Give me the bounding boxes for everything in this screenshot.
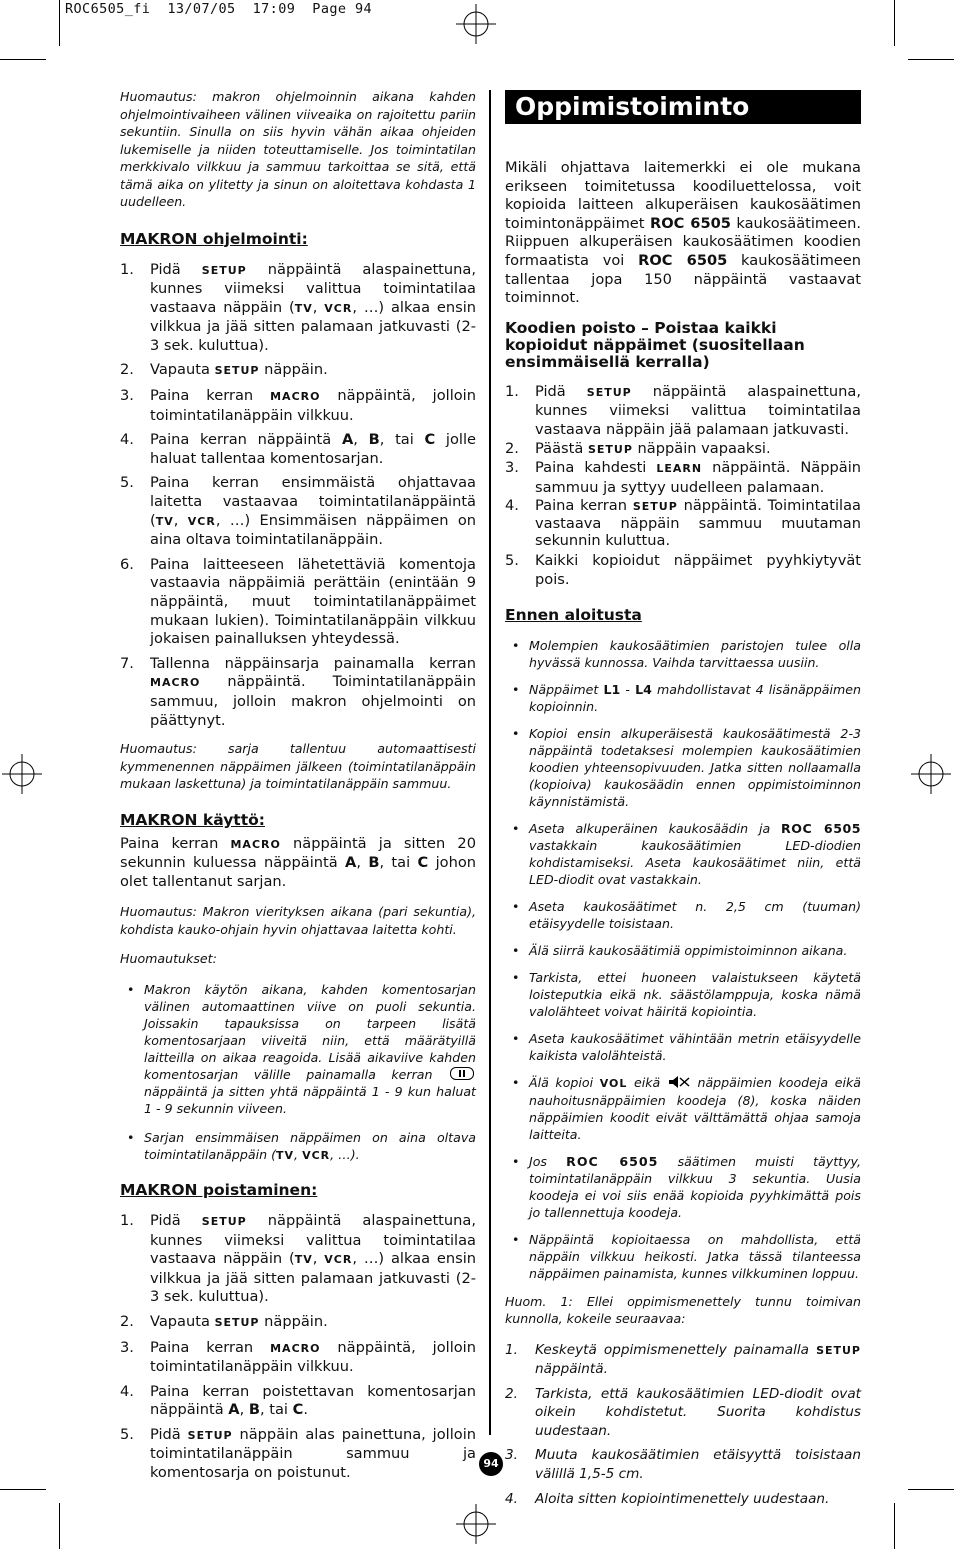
list-item: • Älä siirrä kaukosäätimiä oppimistoiminnon aikana. [505,942,861,959]
list-item: 1. Pidä SETUP näppäintä alaspainettuna, kunnes viimeksi valittua toimintatilaa vastaava näppäin (TV, VCR, …) alkaa ensin vilkkua ja jää sitten palamaan jatkuvasti (2-3 sek. kuluttua). [120,260,477,354]
section-heading-before-start: Ennen aloitusta [505,605,642,624]
left-column [120,88,476,1483]
section-heading-macro-programming: MAKRON ohjelmointi: [120,229,308,248]
list-item: • Molempien kaukosäätimien paristojen tulee olla hyvässä kunnossa. Vaihda tarvittaessa uusiin. [505,637,861,671]
print-header: ROC6505_fi 13/07/05 17:09 Page 94 [65,1,372,17]
macro-use-bullets [120,981,476,1164]
before-start-bullets [505,637,861,1282]
list-item: • Jos ROC 6505 säätimen muisti täyttyy, toimintatilanäppäin vilkkuu 3 sekuntia. Uusia koodeja ei voi siis enää kopioida pyyhkimättä pois jo tallennettuja koodeja. [505,1153,861,1221]
list-item: • Älä kopioi VOL eikä näppäimien koodeja eikä nauhoitusnäppäimien koodeja (8), koska näiden näppäimien koodit eivät välttämättä ohjaa samoja laitteita. [505,1074,861,1143]
list-item: 3. Paina kerran MACRO näppäintä, jolloin toimintatilanäppäin vilkkuu. [120,387,476,424]
list-item: 1. Pidä SETUP näppäintä alaspainettuna, kunnes viimeksi valittua toimintatilaa vastaava näppäin jää palamaan jatkuvasti. [505,382,861,438]
list-item: 2. Tarkista, että kaukosäätimien LED-diodit ovat oikein kohdistetut. Suorita kohdistus uudestaan. [505,1385,861,1439]
list-item: 1. Keskeytä oppimismenettely painamalla SETUP näppäintä. [505,1341,861,1378]
macro-delete-steps [120,1212,476,1483]
list-item: 4. Paina kerran SETUP näppäintä. Toimintatilaa vastaava näppäin sammuu muutaman sekunnin kuluttua. [505,497,861,550]
list-item: • Näppäimet L1 - L4 mahdollistavat 4 lisänäppäimen kopioinnin. [505,681,861,715]
macro-programming-note: Huomautus: sarja tallentuu automaattisesti kymmenennen näppäimen jälkeen (toimintatilanäppäin mukaan laskettuna) ja toimintatilanäppäin sammuu. [120,741,476,792]
crop-mark-br-h [908,1489,954,1490]
list-item: • Sarjan ensimmäisen näppäimen on aina oltava toimintatilanäppäin (TV, VCR, …). [120,1129,476,1164]
section-heading-macro-delete: MAKRON poistaminen: [120,1180,318,1199]
learning-intro: Mikäli ohjattava laitemerkki ei ole mukana erikseen toimitetussa koodiluettelossa, voit kopioida laitteen alkuperäisen kaukosäätimen toimintonäppäimet ROC 6505 kaukosäätimeen. Riippuen alkuperäisen kaukosäätimen koodien formaatista voi ROC 6505 kaukosäätimeen tallentaa jopa 150 näppäintä vastaavat toiminnot. [505,159,861,307]
list-item: • Makron käytön aikana, kahden komentosarjan välinen automaattinen viive on puoli sekuntia. Joissakin tapauksissa on tarpeen lisätä komentosarjaan viiveitä niin, että määrätyillä laitteilla on aikaa reagoida. Lisää aikaviive kahden komentosarjan välille painamalla kerran näppäintä ja sitten yhtä näppäintä 1 - 9 kun haluat 1 - 9 sekunnin viiveen. [120,981,476,1117]
list-item: • Aseta kaukosäätimet n. 2,5 cm (tuuman) etäisyydelle toisistaan. [505,898,861,932]
registration-mark-left [2,754,42,794]
list-item: 5. Kaikki kopioidut näppäimet pyyhkiytyvät pois. [505,552,861,588]
list-item: • Kopioi ensin alkuperäisestä kaukosäätimestä 2-3 näppäintä todetaksesi molempien kaukosäätimien koodien yhteensopivuuden. Jatka sitten nollaamalla (kopioiva) kaukosäädin ennen oppimistoiminnon käynnistämistä. [505,725,861,810]
list-item: • Aseta alkuperäinen kaukosäädin ja ROC 6505 vastakkain kaukosäätimien LED-diodien kohdistamiseksi. Aseta kaukosäätimet niin, että LED-diodit ovat vastakkain. [505,820,861,888]
list-item: 4. Paina kerran poistettavan komentosarjan näppäintä A, B, tai C. [120,1382,476,1419]
registration-mark-right [911,754,951,794]
list-item: • Tarkista, ettei huoneen valaistukseen käytetä loisteputkia eikä nk. säästölamppuja, koska nämä valolähteet voivat häiritä kopiointia. [505,969,861,1020]
registration-mark-bottom [456,1504,496,1544]
crop-mark-bl-h [0,1489,46,1490]
list-item: 6. Paina laitteeseen lähetettäviä komentoja vastaavia näppäimiä perättäin (enintään 9 näppäintä, muut toimintatilanäppäimet mukaan lukien). Toimintatilanäppäin vilkkuu jokaisen painalluksen yhteydessä. [120,555,476,648]
column-divider [489,90,491,1435]
learning-note: Huom. 1: Ellei oppimismenettely tunnu toimivan kunnolla, kokeile seuraavaa: [505,1293,861,1326]
list-item: 3. Muuta kaukosäätimien etäisyyttä toisistaan välillä 1,5-5 cm. [505,1447,861,1483]
list-item: 1. Pidä SETUP näppäintä alaspainettuna, kunnes viimeksi valittua toimintatilaa vastaava näppäin (TV, VCR, …) alkaa ensin vilkkua ja jää sitten palamaan jatkuvasti (2-3 sek. kuluttua). [120,1211,477,1306]
intro-note: Huomautus: makron ohjelmoinnin aikana kahden ohjelmointivaiheen välinen viiveaika on rajoitettu pariin sekuntiin. Sinulla on siis hyvin vähän aikaa ohjeiden lukemiselle ja niiden toteuttamiselle. Jos toimintatilan merkkivalo vilkkuu ja sammuu tarkoittaa se sitä, että tämä aika on ylitetty ja sinun on aloitettava kohdasta 1 uudelleen. [120,89,476,209]
section-title: Oppimistoiminto (learning) [505,90,861,124]
list-item: 2. Vapauta SETUP näppäin. [120,361,328,379]
macro-use-body: Paina kerran MACRO näppäintä ja sitten 20 sekunnin kuluessa näppäintä A, B, tai C johon olet tallentanut sarjan. [120,834,476,890]
pause-key-icon [450,1067,474,1080]
list-item: 7. Tallenna näppäinsarja painamalla kerran MACRO näppäintä. Toimintatilanäppäin sammuu, jolloin makron ohjelmointi on päättynyt. [120,654,476,729]
list-item: • Aseta kaukosäätimet vähintään metrin etäisyydelle kaikista valolähteistä. [505,1030,861,1064]
list-item: 5. Pidä SETUP näppäin alas painettuna, jolloin toimintatilanäppäin sammuu ja komentosarja on poistunut. [120,1425,476,1482]
registration-mark-top [456,4,496,44]
list-item: 5. Paina kerran ensimmäistä ohjattavaa laitetta vastaavaa toimintatilanäppäintä (TV, VCR, …) Ensimmäisen näppäimen on aina oltava toimintatilanäppäin. [120,474,477,549]
crop-mark-tl-h [0,59,46,60]
crop-mark-tr-h [908,59,954,60]
list-item: 3. Paina kahdesti LEARN näppäintä. Näppäin sammuu ja syttyy uudelleen palamaan. [505,459,861,496]
mute-icon [667,1075,691,1087]
section-heading-macro-use: MAKRON käyttö: [120,810,265,829]
crop-mark-tl-v [59,0,60,46]
notes-label: Huomautukset: [120,951,217,967]
list-item: 4. Paina kerran näppäintä A, B, tai C jolle haluat tallentaa komentosarjan. [120,431,476,467]
list-item: • Näppäintä kopioitaessa on mahdollista, että näppäin vilkkuu heikosti. Jatka tässä tilanteessa näppäimen painamista, kunnes vilkkuminen loppuu. [505,1231,861,1282]
list-item: 4. Aloita sitten kopiointimenettely uudestaan. [505,1490,830,1507]
troubleshooting-steps [505,1341,861,1509]
clear-codes-steps [505,383,861,590]
right-column [505,90,861,1508]
crop-mark-br-v [894,1503,895,1549]
list-item: 2. Päästä SETUP näppäin vapaaksi. [505,439,771,457]
crop-mark-tr-v [894,0,895,46]
list-item: 2. Vapauta SETUP näppäin. [120,1312,328,1330]
macro-use-note: Huomautus: Makron vierityksen aikana (pari sekuntia), kohdista kauko-ohjain hyvin ohjattavaa laitetta kohti. [120,904,476,937]
page-number: 94 [479,1452,503,1476]
list-item: 3. Paina kerran MACRO näppäintä, jolloin toimintatilanäppäin vilkkuu. [120,1338,476,1376]
crop-mark-bl-v [59,1503,60,1549]
macro-programming-steps [120,261,476,731]
section-heading-clear-codes: Koodien poisto – Poistaa kaikki kopioidut näppäimet (suositellaan ensimmäisellä kerralla) [505,318,805,371]
